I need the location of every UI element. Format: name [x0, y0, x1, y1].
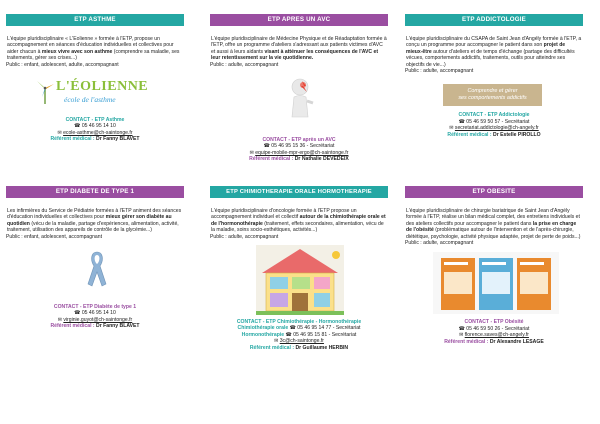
awareness-ribbon-icon	[86, 248, 108, 288]
contact-phone-chimio: Chimiothérapie orale ☎ 05 46 95 14 77 - Secrétariat	[237, 325, 361, 332]
contact-referent: Référent médical : Dr Guillaume HERBIN	[249, 344, 349, 351]
card-description: Les infirmières du Service de Pédiatrie formées à l'ETP animent des séances d'éducation individuelles et collectives pour mieux gérer son diabète au quotidien (vécu de la maladie, partage d'expériences, alimentation, activité, traitement, utilisation des appareils de contrôle de la glycémie...)	[7, 208, 182, 234]
contact-referent: Référent médical : Dr Nathalie DEVEDEIX	[249, 156, 349, 163]
contact-block	[210, 319, 388, 351]
card-asthme	[6, 14, 184, 143]
contact-phone: ☎ 05 46 59 50 26 - Secrétariat	[458, 325, 530, 332]
figure-with-lightning-icon	[270, 75, 326, 119]
contact-title: CONTACT - ETP Asthme	[65, 117, 125, 124]
card-title: ETP ASTHME	[6, 14, 184, 26]
contact-phone: ☎ 05 46 95 15 36 - Secrétariat	[263, 143, 335, 150]
contact-phone-hormono: Hormonothérapie ☎ 05 46 95 15 81 - Secrétariat	[241, 331, 357, 338]
card-description: L'équipe pluridisciplinaire du CSAPA de Saint Jean d'Angély formée à l'ETP, a conçu un programme pour accompagner le patient dans son projet de mieux-être autour d'ateliers et de temps d'échange (partage des difficultés vécues, comportements addictifs, traitements, outils pour atteindre ses objectifs de vie...)	[406, 36, 582, 68]
mail-icon: ✉	[57, 129, 62, 136]
card-obesite	[405, 186, 583, 345]
phone-icon: ☎	[263, 143, 270, 150]
contact-phone: ☎ 05 46 95 14 10	[74, 310, 116, 317]
card-description: L'équipe pluridisciplinaire « L'Eolienne » formée à l'ETP, propose un accompagnement en séances d'éducation individuelles et collectives pour aider chacun à mieux vivre avec son asthme (comprendre sa maladie, ses traitements, gérer ses crises...)	[7, 36, 180, 62]
contact-block	[6, 304, 184, 330]
email-link[interactable]: equipe-mobile-mpr-ergo@ch-saintonge.fr	[255, 149, 349, 156]
phone-icon: ☎	[285, 331, 292, 338]
contact-title: CONTACT - ETP Chimiothérapie - Hormonothérapie	[236, 319, 362, 326]
brochure-covers-icon	[433, 252, 559, 314]
eolienne-logo	[34, 76, 184, 106]
card-chimiotherapie	[210, 186, 388, 351]
card-title: ETP OBESITE	[405, 186, 583, 198]
card-description: L'équipe pluridisciplinaire de chirurgie bariatrique de Saint Jean d'Angély formée à l'ETP, réalise un bilan médical complet, des entretiens individuels et des ateliers collectifs pour accompagner le patient dans la prise en charge de l'obésité (problématique autour de l'intervention et de l'après-chirurgie, diététique, psychologie, activité physique adaptée, projet de perte de poids...)	[406, 208, 581, 240]
card-description: L'équipe pluridisciplinaire d'oncologie formée à l'ETP propose un accompagnement individuel et collectif autour de la chimiothérapie orale et de l'hormonothérapie (traitement, effets secondaires, alimentation, vécu de la maladie, soins socio-esthétiques, activités...)	[211, 208, 386, 234]
house-diagram-icon	[256, 245, 344, 315]
email-link[interactable]: virginie.guyot@ch-saintonge.fr	[63, 316, 133, 323]
mail-icon: ✉	[57, 316, 62, 323]
logo-subtitle: école de l'asthme	[64, 95, 116, 105]
card-title: ETP ADDICTOLOGIE	[405, 14, 583, 26]
card-public: Public : adulte, accompagnant	[210, 61, 279, 68]
phone-icon: ☎	[289, 325, 296, 332]
contact-referent: Référent médical : Dr Fanny BLAVET	[50, 323, 140, 330]
card-public: Public : enfant, adolescent, accompagnant	[6, 233, 102, 240]
card-description: L'équipe pluridisciplinaire de Médecine Physique et de Réadaptation formée à l'ETP, offre un programme d'ateliers s'adressant aux patients victimes d'AVC et aussi à leurs aidants visant à atténuer les conséquences de l'AVC et leur retentissement sur la vie quotidienne.	[211, 36, 387, 62]
email-link[interactable]: secretariat.addictologie@ch-angely.fr	[454, 125, 539, 132]
contact-block	[210, 137, 388, 163]
contact-referent: Référent médical : Dr Alexandre LESAGE	[444, 338, 544, 345]
email-link[interactable]: 3c@ch-saintonge.fr	[279, 338, 324, 345]
addicto-banner: Comprendre et gérer ses comportements addictifs	[443, 84, 542, 106]
card-public: Public : adulte, accompagnant	[210, 233, 279, 240]
contact-referent: Référent médical : Dr Fanny BLAVET	[50, 136, 140, 143]
contact-title: CONTACT - ETP Obésité	[464, 319, 524, 326]
avc-illustration	[270, 75, 388, 119]
contact-title: CONTACT - ETP après un AVC	[262, 137, 336, 144]
card-title: ETP APRES UN AVC	[210, 14, 388, 26]
contact-referent: Référent médical : Dr Estelle PIROLLO	[447, 131, 541, 138]
contact-title: CONTACT - ETP Addictologie	[458, 112, 530, 119]
mail-icon: ✉	[274, 338, 279, 345]
mail-icon: ✉	[249, 149, 254, 156]
house-illustration	[256, 245, 344, 315]
email-link[interactable]: florence.saves@ch-angely.fr	[464, 332, 529, 339]
card-title: ETP CHIMIOTHERAPIE ORALE HORMOTHERAPIE	[210, 186, 388, 198]
card-avc	[210, 14, 388, 163]
card-addictologie	[405, 14, 583, 138]
card-diabete	[6, 186, 184, 330]
contact-phone: ☎ 05 46 59 50 57 - Secrétariat	[458, 118, 530, 125]
contact-block	[405, 319, 583, 345]
contact-block	[6, 117, 184, 143]
mail-icon: ✉	[449, 125, 454, 132]
mail-icon: ✉	[459, 332, 464, 339]
email-link[interactable]: ecole-asthme@ch-saintonge.fr	[63, 129, 133, 136]
card-title: ETP DIABETE DE TYPE 1	[6, 186, 184, 198]
diabetes-ribbon	[86, 248, 184, 290]
contact-phone: ☎ 05 46 95 14 10	[74, 123, 116, 130]
logo-name: L'ÉOLIENNE	[56, 79, 149, 95]
phone-icon: ☎	[458, 325, 465, 332]
brochures-illustration	[433, 252, 559, 314]
card-public: Public : enfant, adolescent, adulte, accompagnant	[6, 61, 119, 68]
contact-title: CONTACT - ETP Diabète de type 1	[53, 304, 137, 311]
contact-block	[405, 112, 583, 138]
phone-icon: ☎	[74, 123, 81, 130]
wind-turbine-icon	[34, 78, 56, 104]
phone-icon: ☎	[458, 118, 465, 125]
phone-icon: ☎	[74, 310, 81, 317]
card-public: Public : adulte, accompagnant	[405, 68, 474, 75]
card-public: Public : adulte, accompagnant	[405, 240, 474, 247]
